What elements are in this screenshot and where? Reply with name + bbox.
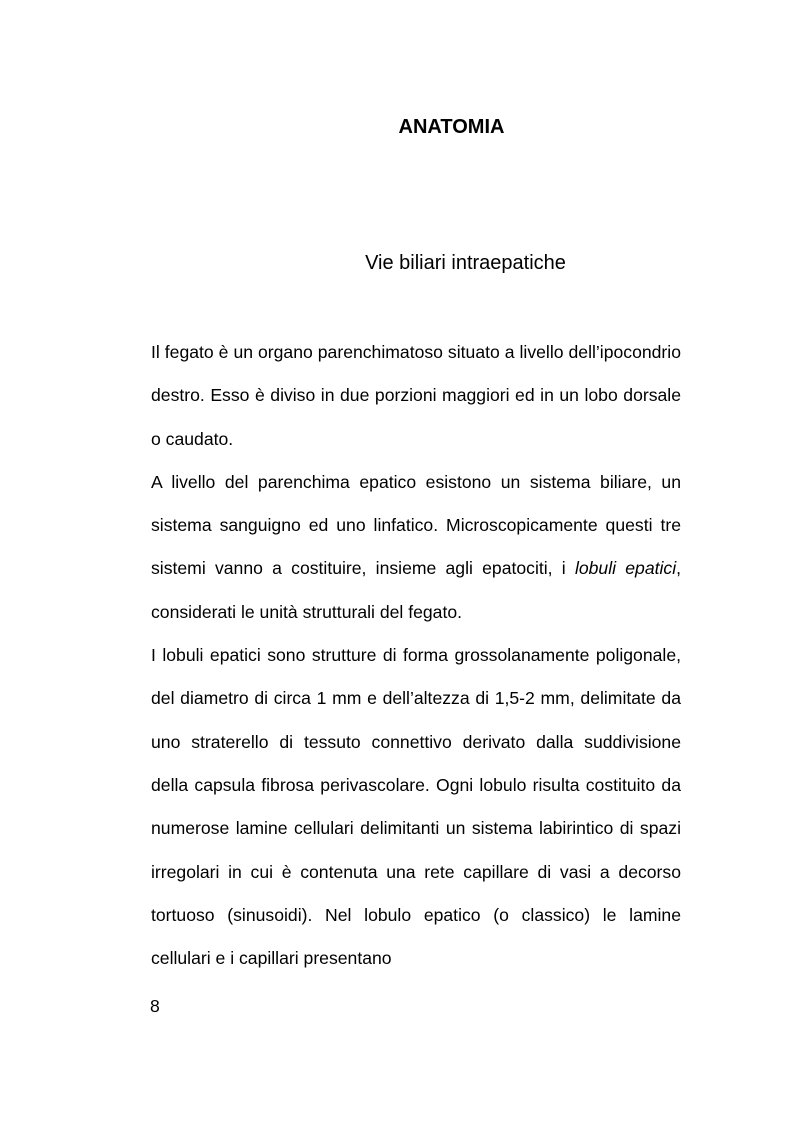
- paragraph-2-emphasis: lobuli epatici: [574, 558, 677, 579]
- paragraph-2-text-after: , considerati le unità strutturali del fegato.: [151, 558, 681, 622]
- paragraph-1: Il fegato è un organo parenchimatoso situato a livello dell’ipocondrio destro. Esso è diviso in due porzioni maggiori ed in un lobo dorsale o caudato.: [151, 342, 681, 449]
- body-text: [151, 331, 681, 980]
- paragraph-2: [151, 461, 681, 634]
- page-number: 8: [150, 996, 160, 1016]
- paragraph-2-text-before: A livello del parenchima epatico esistono un sistema biliare, un sistema sanguigno ed uno linfatico. Microscopicamente questi tre sistemi vanno a costituire, insieme agli epatociti, i: [151, 471, 681, 579]
- page-title: ANATOMIA: [398, 116, 505, 138]
- section-title: Vie biliari intraepatiche: [365, 252, 566, 274]
- paragraph-3: I lobuli epatici sono strutture di forma grossolanamente poligonale, del diametro di circa 1 mm e dell’altezza di 1,5-2 mm, delimitate da uno straterello di tessuto connettivo derivato dalla suddivisione della capsula fibrosa perivascolare. Ogni lobulo risulta costituito da numerose lamine cellulari delimitanti un sistema labirintico di spazi irregolari in cui è contenuta una rete capillare di vasi a decorso tortuoso (sinusoidi). Nel lobulo epatico (o classico) le lamine cellulari e i capillari presentano: [151, 645, 681, 969]
